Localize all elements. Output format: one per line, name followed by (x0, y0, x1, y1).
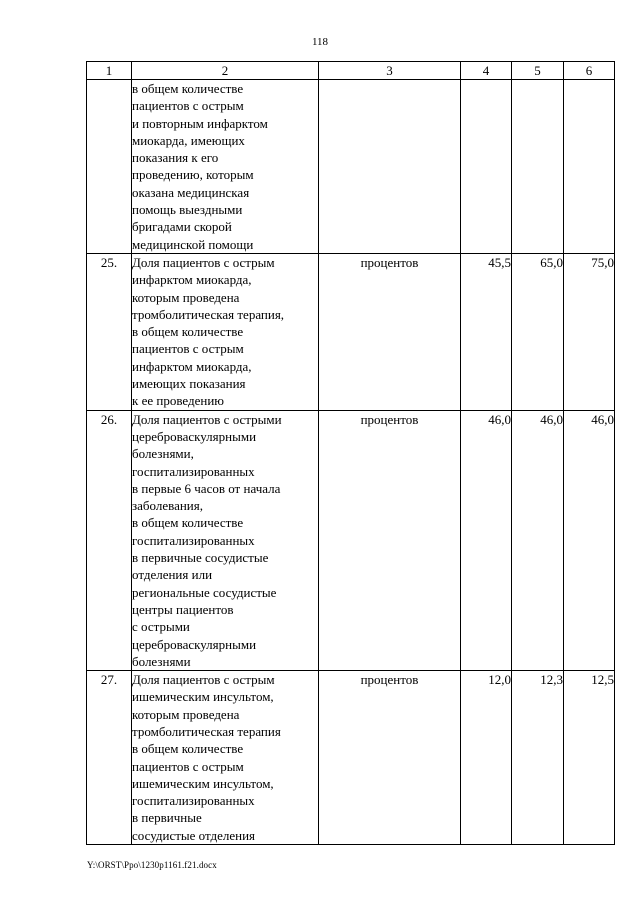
description-line: ишемическим инсультом, (132, 689, 274, 705)
unit-cell: процентов (319, 410, 461, 670)
value-col-4: 12,0 (461, 671, 512, 845)
description-line: госпитализированных (132, 532, 255, 548)
col-header-2: 2 (132, 62, 319, 80)
description-line: бригадами скорой (132, 219, 232, 235)
description-line: отделения или (132, 567, 213, 583)
description-line: к ее проведению (132, 393, 224, 409)
description-line: госпитализированных (132, 463, 255, 479)
description-line: в первые 6 часов от начала (132, 480, 281, 496)
description-line: в первичные сосудистые (132, 550, 269, 566)
description-line: которым проведена (132, 706, 240, 722)
description-line: болезнями, (132, 446, 194, 462)
col-header-1: 1 (87, 62, 132, 80)
description-line: цереброваскулярными (132, 428, 257, 444)
description-line: инфарктом миокарда, (132, 272, 252, 288)
value-col-5: 46,0 (512, 410, 564, 670)
table-row (87, 253, 615, 410)
table-row (87, 410, 615, 670)
value-col-5: 65,0 (512, 253, 564, 410)
description-line: миокарда, имеющих (132, 132, 245, 148)
row-number: 25. (87, 253, 132, 410)
value-col-6: 75,0 (564, 253, 615, 410)
description-line: госпитализированных (132, 793, 255, 809)
col-header-5: 5 (512, 62, 564, 80)
description-line: региональные сосудистые (132, 584, 277, 600)
description-line: Доля пациентов с острым (132, 254, 275, 270)
description-line: которым проведена (132, 289, 240, 305)
description-line: имеющих показания (132, 376, 246, 392)
description-line: ишемическим инсультом, (132, 775, 274, 791)
value-col-6 (564, 80, 615, 254)
description-line: в общем количестве (132, 515, 244, 531)
description-line: в первичные (132, 810, 202, 826)
indicator-description (132, 253, 319, 410)
table-row (87, 671, 615, 845)
table-body (87, 80, 615, 845)
description-line: болезнями (132, 653, 191, 669)
description-line: помощь выездными (132, 202, 243, 218)
indicator-description (132, 410, 319, 670)
description-line: показания к его (132, 150, 219, 166)
indicators-table (86, 61, 615, 845)
row-number: 26. (87, 410, 132, 670)
description-line: тромболитическая терапия, (132, 306, 285, 322)
table-header-row (87, 62, 615, 80)
value-col-5 (512, 80, 564, 254)
description-line: пациентов с острым (132, 341, 244, 357)
description-line: пациентов с острым (132, 98, 244, 114)
unit-cell: процентов (319, 253, 461, 410)
unit-cell (319, 80, 461, 254)
description-line: оказана медицинская (132, 184, 250, 200)
page-number: 118 (311, 36, 329, 48)
description-line: Доля пациентов с острым (132, 672, 275, 688)
description-line: заболевания, (132, 498, 203, 514)
value-col-6: 46,0 (564, 410, 615, 670)
description-line: центры пациентов (132, 601, 234, 617)
value-col-4: 46,0 (461, 410, 512, 670)
row-number (87, 80, 132, 254)
col-header-6: 6 (564, 62, 615, 80)
description-line: медицинской помощи (132, 236, 254, 252)
value-col-5: 12,3 (512, 671, 564, 845)
row-number: 27. (87, 671, 132, 845)
description-line: проведению, которым (132, 167, 254, 183)
col-header-3: 3 (319, 62, 461, 80)
value-col-6: 12,5 (564, 671, 615, 845)
description-line: цереброваскулярными (132, 636, 257, 652)
table-row (87, 80, 615, 254)
indicator-description (132, 80, 319, 254)
description-line: в общем количестве (132, 324, 244, 340)
description-line: пациентов с острым (132, 758, 244, 774)
unit-cell: процентов (319, 671, 461, 845)
footer-file-path: Y:\ORST\Ppo\1230p1161.f21.docx (87, 860, 217, 870)
value-col-4: 45,5 (461, 253, 512, 410)
description-line: сосудистые отделения (132, 827, 256, 843)
description-line: и повторным инфарктом (132, 115, 268, 131)
description-line: тромболитическая терапия (132, 723, 281, 739)
description-line: Доля пациентов с острыми (132, 411, 282, 427)
col-header-4: 4 (461, 62, 512, 80)
description-line: в общем количестве (132, 741, 244, 757)
description-line: с острыми (132, 619, 190, 635)
value-col-4 (461, 80, 512, 254)
indicator-description (132, 671, 319, 845)
description-line: в общем количестве (132, 81, 244, 96)
description-line: инфарктом миокарда, (132, 358, 252, 374)
